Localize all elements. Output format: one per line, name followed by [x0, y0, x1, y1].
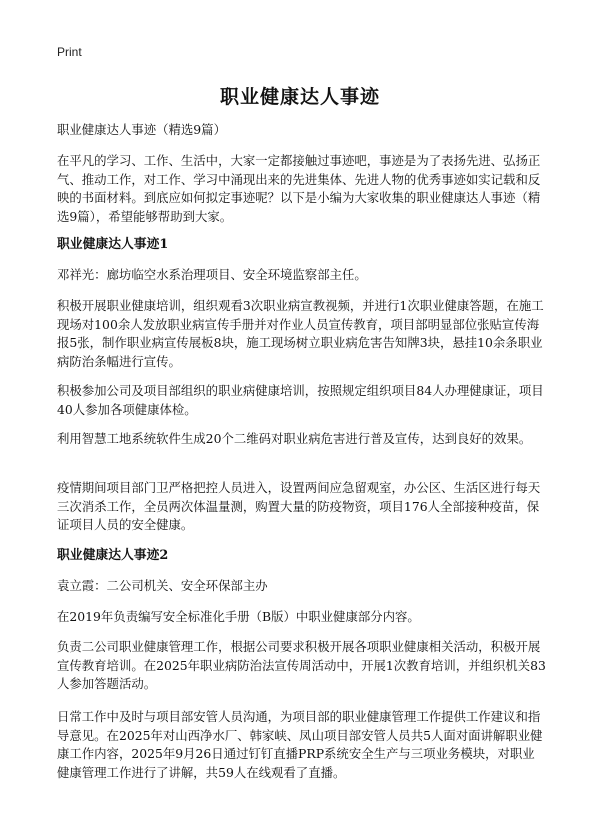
section-2-heading: 职业健康达人事迹2 — [57, 548, 169, 563]
section-2-paragraph: 日常工作中及时与项目部安管人员沟通，为项目部的职业健康管理工作提供工作建议和指导意见。在2025年对山西净水厂、韩家峡、凤山项目部安管人员共5人面对面讲解职业健康工作内容，2025年9月26日通过钉钉直播PRP系统安全生产与三项业务模块，对职业健康管理工作进行了讲解，共59人在线观看了直播。 — [57, 709, 543, 780]
section-1-paragraph: 邓祥光：廊坊临空水系治理项目、安全环境监察部主任。 — [57, 267, 367, 282]
section-1-paragraph: 疫情期间项目部门卫严格把控人员进入，设置两间应急留观室，办公区、生活区进行每天三次消杀工作，全员两次体温量测，购置大量的防疫物资，项目176人全部接种疫苗，保证项目人员的安全健康。 — [57, 480, 541, 532]
section-2-paragraph: 在2019年负责编写安全标准化手册（B版）中职业健康部分内容。 — [57, 609, 420, 624]
section-1-paragraph: 积极开展职业健康培训，组织观看3次职业病宣教视频，并进行1次职业健康答题，在施工现场对100余人发放职业病宣传手册并对作业人员宣传教育，项目部明显部位张贴宣传海报5张，制作职业病宣传展板8块，施工现场树立职业病危害告知牌3块，悬挂10余条职业病防治条幅进行宣传。 — [57, 298, 544, 369]
section-1-paragraph: 积极参加公司及项目部组织的职业病健康培训，按照规定组织项目84人办理健康证，项目40人参加各项健康体检。 — [57, 383, 544, 417]
section-1-heading: 职业健康达人事迹1 — [57, 237, 169, 252]
print-link[interactable]: Print — [57, 45, 82, 59]
section-1-paragraph: 利用智慧工地系统软件生成20个二维码对职业病危害进行普及宣传，达到良好的效果。 — [57, 431, 532, 446]
intro-paragraph: 在平凡的学习、工作、生活中，大家一定都接触过事迹吧，事迹是为了表扬先进、弘扬正气、推动工作，对工作、学习中涌现出来的先进集体、先进人物的优秀事迹如实记载和反映的书面材料。到底应如何拟定事迹呢？以下是小编为大家收集的职业健康达人事迹（精选9篇），希望能够帮助到大家。 — [57, 153, 541, 224]
page-title: 职业健康达人事迹 — [219, 86, 380, 108]
section-2-paragraph: 袁立霞：二公司机关、安全环保部主办 — [57, 578, 268, 593]
subtitle: 职业健康达人事迹（精选9篇） — [57, 122, 226, 137]
section-2-paragraph: 负责二公司职业健康管理工作，根据公司要求积极开展各项职业健康相关活动，积极开展宣传教育培训。在2025年职业病防治法宣传周活动中，开展1次教育培训，并组织机关83人参加答题活动。 — [57, 639, 546, 691]
